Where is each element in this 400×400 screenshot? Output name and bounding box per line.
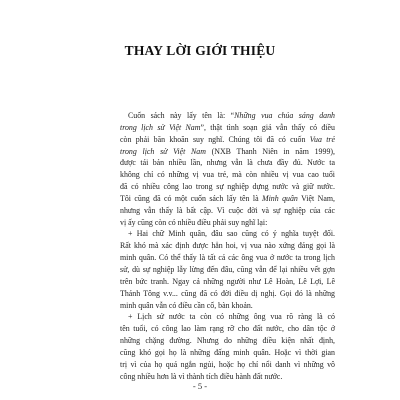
text-segment: Cuốn sách này lấy tên là: “ [128,111,235,120]
text-line [120,157,335,169]
text-line [120,110,335,122]
italic-text: Minh quân [262,193,298,203]
text-segment: Tôi cũng đã có một cuốn sách lấy tên là [120,193,262,203]
page-title: THAY LỜI GIỚI THIỆU [124,43,276,58]
italic-text: Những vua chúa sáng danh [234,111,335,120]
text-segment: (NXB Thanh Niên in năm 1999), [205,146,335,156]
text-segment: + Lịch sử nước ta còn có những ông vua rõ ràng là có [128,312,335,322]
text-segment: trên bức tranh. Ngay cả những người như Lê Hoàn, Lê Lợi, Lê [120,276,335,286]
text-line [120,252,335,264]
text-line [120,169,335,181]
text-segment: còn phải băn khoăn suy nghĩ. Chúng tôi đã có cuốn [120,134,310,144]
text-segment: được tái bản nhiều lần, nhưng vẫn là chưa đầy đủ. Nước ta [120,158,335,168]
text-line [120,311,335,323]
text-segment: minh quân. Có thể thấy là tất cả các ông vua ở nước ta trong lịch [120,253,335,263]
text-segment: không chỉ có những vị vua trẻ, mà còn nhiều vị vua cao tuổi [120,170,335,180]
text-segment: Thánh Tông v.v... cũng đã có đời điều dị nghị. Gọi đó là những [120,288,335,298]
text-line [120,228,335,240]
text-line [120,264,335,276]
text-segment: ”, thật tình soạn giả vẫn thấy có điều [200,122,335,132]
text-line [120,335,335,347]
text-segment: nhưng vẫn thấy là bất cập. Vì cuộc đời và sự nghiệp của các [120,205,335,215]
text-segment: cũng khó gọi họ là những đấng minh quân. Hoặc vì thời gian [120,347,335,357]
text-segment: những chặng đường. Nhưng do những điều kiện nhất định, [120,336,335,346]
text-segment: đã có nhiều công lao trong sự nghiệp dựng nước và giữ nước. [120,182,335,192]
page-number: - 5 - [192,381,208,391]
text-segment: công nhiều hơn là vì thành tích điều hành đất nước. [120,371,283,381]
text-segment: vị ấy cũng còn có nhiều điều phải suy nghĩ lại: [120,217,268,227]
text-line [120,240,335,252]
text-line [120,359,335,371]
text-segment: + Hai chữ Minh quân, đâu sao cũng có ý nghĩa tuyệt đối. [128,229,335,239]
text-line [120,193,335,205]
text-segment: minh quân vẫn có điều cần cố, bàn khoản. [120,300,253,310]
text-segment: tên tuổi, có công lao làm rạng rỡ cho đất nước, cho dân tộc ở [120,324,335,334]
text-line [120,122,335,134]
italic-text: trong lịch sử Việt Nam [120,146,206,156]
text-line [120,288,335,300]
italic-text: Vua trẻ [309,134,335,144]
text-line [120,181,335,193]
text-line [120,323,335,335]
text-line [120,205,335,217]
text-line [120,217,335,229]
body-text [120,110,335,382]
italic-text: trong lịch sử Việt Nam [120,122,201,132]
text-segment: Việt Nam, [297,193,335,203]
text-segment: sử, dù sự nghiệp lẫy lừng đến đâu, cũng vẫn để lại nhiều vết gợn [120,264,335,274]
text-line [120,134,335,146]
text-line [120,146,335,158]
text-segment: trị vì của họ quá ngắn ngủi, hoặc họ chỉ nổi danh vì những vô [120,359,335,369]
text-line [120,347,335,359]
text-line [120,300,335,312]
text-segment: Rất khó mà xác định được hẳn hoi, vị vua nào xứng đáng gọi là [120,241,335,251]
text-line [120,276,335,288]
